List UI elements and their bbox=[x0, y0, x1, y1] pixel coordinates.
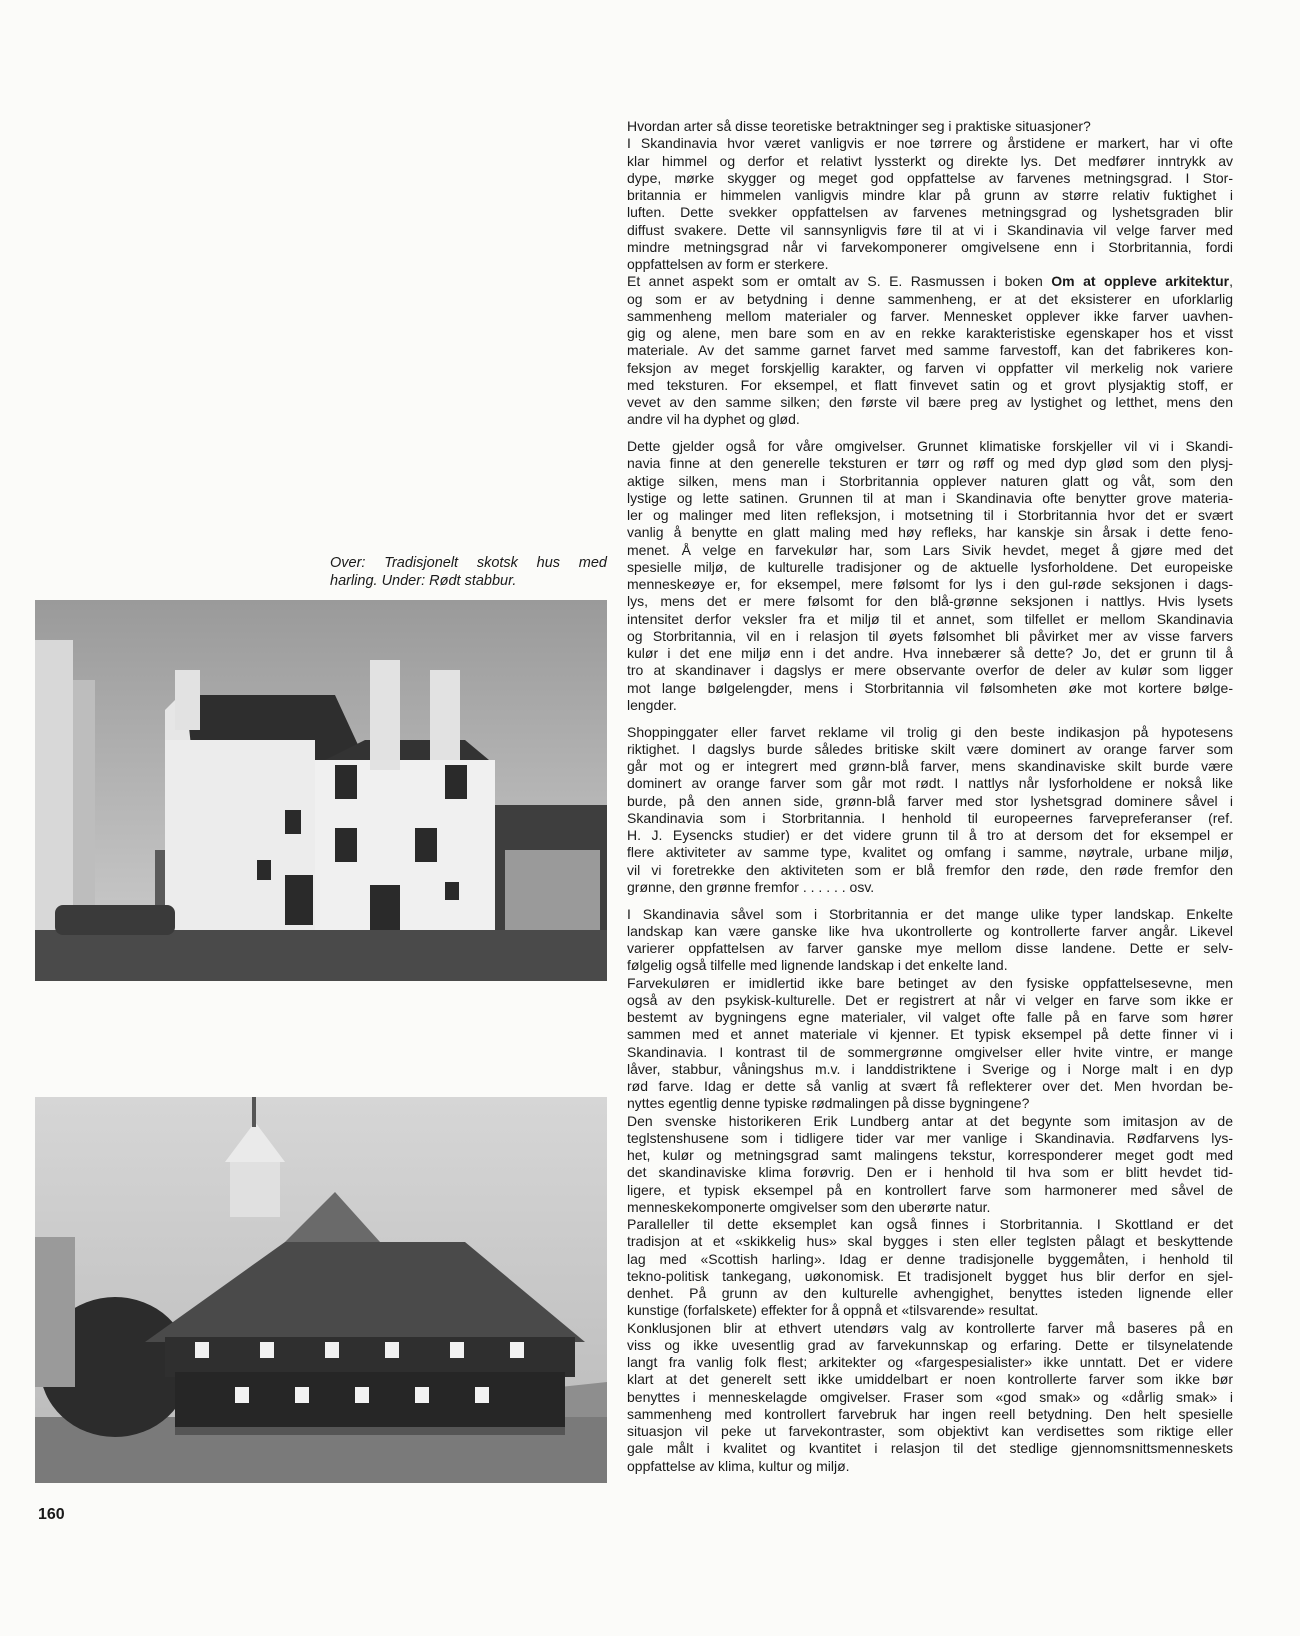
text-block bbox=[627, 906, 1233, 1475]
text-line: mindre metningsgrad når vi farvekomponerer omgivelsene enn i Storbritannia, fordi bbox=[627, 238, 1233, 255]
text-line: og Storbritannia, vil en i relasjon til øyets følsomhet bli påvirket mer av visse farvers bbox=[627, 627, 1233, 644]
text-line: sammen med et annet materiale vi kjenner. Et typisk eksempel på dette finner vi i bbox=[627, 1026, 1233, 1043]
paragraph bbox=[627, 724, 1233, 897]
text-line: oppfattelse av klima, kultur og miljø. bbox=[627, 1457, 850, 1474]
text-line: menneskeøye er, for eksempel, mere følsomt for lys i den gul-røde seksjonen i dags- bbox=[627, 576, 1233, 592]
text-line: andre vil ha dyphet og glød. bbox=[627, 411, 800, 428]
text-line: vil vi foretrekke den aktiviteten som er blå fremfor den røde, den røde fremfor den bbox=[627, 861, 1233, 878]
text-segment: , bbox=[1229, 273, 1233, 290]
text-line: het, kulør og metningsgrad samt malingens tekstur, korresponderer meget godt med bbox=[627, 1147, 1233, 1163]
text-line: Farvekuløren er imidlertid ikke bare betinget av den fysiske oppfattelsesevne, men bbox=[627, 974, 1233, 991]
text-segment: Et annet aspekt som er omtalt av S. E. Rasmussen i boken bbox=[627, 273, 1052, 290]
text-block bbox=[627, 118, 1233, 429]
text-line: Skandinavia. I kontrast til de sommergrønne omgivelser eller hvite vintre, er mange bbox=[627, 1043, 1233, 1060]
text-line: med teksturen. For eksempel, et flatt finvevet satin og et grovt plysjaktig stoff, er bbox=[627, 376, 1233, 393]
text-line bbox=[627, 273, 1233, 290]
caption-line: Over: Tradisjonelt skotsk hus med bbox=[330, 555, 607, 571]
text-line: riktighet. I dagslys burde således britiske skilt være dominert av orange farver som bbox=[627, 740, 1233, 757]
text-line: I Skandinavia hvor været vanligvis er noe tørrere og årstidene er markert, har vi ofte bbox=[627, 135, 1233, 152]
book-title: Om at oppleve arkitektur bbox=[1051, 273, 1230, 290]
text-line: viss og ikke uvesentlig grad av farvekunnskap og erfaring. Dette er tilsynelatende bbox=[627, 1336, 1233, 1353]
text-line: luften. Dette svekker oppfattelsen av farvenes metningsgrad og lyshetsgraden blir bbox=[627, 204, 1233, 221]
paragraph bbox=[627, 135, 1233, 273]
text-line: vanlig å benytte en glatt maling med høy refleks, har kanskje sin årsak i dette feno- bbox=[627, 524, 1233, 541]
text-line: klart at det generelt sett ikke umiddelbart er noen kontrollerte farver som ikke bør bbox=[627, 1371, 1233, 1388]
text-line: Hvordan arter så disse teoretiske betraktninger seg i praktiske situasjoner? bbox=[627, 118, 1091, 134]
text-line: dype, mørke skygger og meget god oppfattelse av farvenes metningsgrad. I Stor- bbox=[627, 169, 1233, 186]
text-line: sammenheng med kontrollert farvebruk har ingen reell betydning. Den helt spesielle bbox=[627, 1405, 1233, 1422]
text-line: også av den psykisk-kulturelle. Det er registrert at når vi velger en farve som ikke er bbox=[627, 991, 1233, 1008]
text-line: situasjon vil peke ut farvekontraster, som objektivt kan verdisettes som riktige eller bbox=[627, 1423, 1233, 1439]
text-line: Konklusjonen blir at ethvert utendørs valg av kontrollerte farver må baseres på en bbox=[627, 1319, 1233, 1336]
text-line: sammenheng mellom materialer og farver. Mennesket opplever ikke farver uavhen- bbox=[627, 307, 1233, 324]
text-line: grønne, den grønne fremfor . . . . . . osv. bbox=[627, 878, 875, 895]
paragraph bbox=[627, 273, 1233, 428]
text-line: følgelig også tilfelle med lignende landskap i det enkelte land. bbox=[627, 957, 1008, 974]
text-line: I Skandinavia såvel som i Storbritannia er det mange ulike typer landskap. Enkelte bbox=[627, 905, 1233, 922]
text-line: lag med «Scottish harling». Idag er denne tradisjonelle byggemåten, i henhold til bbox=[627, 1250, 1233, 1267]
text-line: mot lange bølgelengder, mens i Storbritannia vil følsomheten øke mot kortere bølge- bbox=[627, 679, 1233, 696]
text-line: flere aktiviteter av samme type, kvalitet og omfang i samme, nøytrale, urbane miljø, bbox=[627, 844, 1233, 861]
text-line: og som er av betydning i denne sammenheng, er at det eksisterer en uforklarlig bbox=[627, 290, 1233, 307]
text-line: vevet av den samme silken; den første vil bære preg av lystighet og letthet, mens den bbox=[627, 394, 1233, 410]
paragraph bbox=[627, 438, 1233, 714]
text-line: klar himmel og derfor et relativt lyssterkt og direkte lys. Det medfører inntrykk av bbox=[627, 152, 1233, 169]
text-line: spesielle miljø, de kulturelle tradisjoner og de aktuelle lysforholdene. Det europeiske bbox=[627, 558, 1233, 575]
text-line: rød farve. Idag er dette så vanlig at svært få reflekterer over det. Men hvordan be- bbox=[627, 1078, 1233, 1094]
text-line: feksjon av meget forskjellig karakter, og farven vi oppfatter vil merkelig nok variere bbox=[627, 359, 1233, 376]
text-line: ler og malinger med liten refleksjon, i motsetning til i Storbritannia hvor det er svært bbox=[627, 507, 1233, 523]
text-line: benyttes i menneskelagde omgivelser. Fraser som «god smak» og «dårlig smak» i bbox=[627, 1388, 1233, 1405]
text-line: intensitet derfor veksler fra et miljø til et annet, som tilfellet er mellom Skandinavia bbox=[627, 610, 1233, 627]
text-line: menneskekomponerte omgivelser som den uberørte natur. bbox=[627, 1198, 991, 1215]
text-line: diffust svakere. Dette vil sannsynligvis føre til at vi i Skandinavia vil velge farver med bbox=[627, 221, 1233, 238]
text-line: navia finne at den generelle teksturen er tørr og røff og med dyp glød som den plysj- bbox=[627, 455, 1233, 472]
paragraph bbox=[627, 975, 1233, 1113]
text-line: nyttes egentlig denne typiske rødmalingen på disse bygningene? bbox=[627, 1095, 1030, 1112]
text-line: dominert av orange farver som går mot rødt. I nattlys når lysforholdene er nokså like bbox=[627, 775, 1233, 792]
text-line: burde, på den annen side, grønn-blå farver med stor lyshetsgrad dominere såvel i bbox=[627, 792, 1233, 809]
text-line: aktige silken, mens man i Storbritannia opplever naturen glatt og våt, som den bbox=[627, 472, 1233, 489]
text-line: britannia er himmelen vanligvis mindre klar på grunn av større relativ fuktighet i bbox=[627, 187, 1233, 203]
text-line: Dette gjelder også for våre omgivelser. Grunnet klimatiske forskjeller vil vi i Skandi- bbox=[627, 438, 1233, 454]
text-line: det skandinaviske klima forøvrig. Den er i henhold til hva som er blitt hevdet tid- bbox=[627, 1164, 1233, 1181]
text-line: denhet. På grunn av den kulturelle avhengighet, benyttes isteden lignende eller bbox=[627, 1285, 1233, 1301]
paragraph bbox=[627, 1216, 1233, 1320]
text-block bbox=[627, 724, 1233, 897]
photo-red-stabbur bbox=[35, 1097, 607, 1483]
text-line: låver, stabbur, våningshus m.v. i landdistriktene i Sverige og i Norge malt i en dyp bbox=[627, 1060, 1233, 1077]
photo-scottish-house bbox=[35, 600, 607, 981]
text-line: tradisjon at et «skikkelig hus» skal bygges i sten eller teglsten pålagt et beskyttende bbox=[627, 1233, 1233, 1250]
text-line: Paralleller til dette eksemplet kan også finnes i Storbritannia. I Skottland er det bbox=[627, 1216, 1233, 1232]
caption-line: harling. Under: Rødt stabbur. bbox=[330, 573, 517, 589]
text-line: materiale. Av det samme garnet farvet med samme farvestoff, kan det fabrikeres kon- bbox=[627, 342, 1233, 359]
article-body bbox=[627, 118, 1233, 1484]
paragraph bbox=[627, 1320, 1233, 1475]
figure-caption bbox=[330, 554, 607, 590]
page-number: 160 bbox=[38, 1506, 65, 1523]
text-line: varierer oppfattelsen av farver ganske mye mellom disse landene. Dette er selv- bbox=[627, 940, 1233, 956]
text-line: teglstenshusene som i tidligere tider var mer vanlige i Skandinavia. Rødfarvens lys- bbox=[627, 1129, 1233, 1146]
text-line: Skandinavia som i Storbritannia. I henhold til europeernes farvepreferanser (ref. bbox=[627, 809, 1233, 826]
text-line: gale målt i kvalitet og kvantitet i relasjon til det stedlige gjennomsnittsmenneskets bbox=[627, 1440, 1233, 1457]
text-line: kunstige (forfalskete) effekter for å oppnå et «tilsvarende» resultat. bbox=[627, 1302, 1039, 1319]
text-line: går mot og er integrert med grønn-blå farver, mens skandinaviske skilt burde være bbox=[627, 758, 1233, 774]
text-line: tekno-politisk tankegang, uøkonomisk. Et tradisjonelt bygget hus blir derfor en sjel- bbox=[627, 1267, 1233, 1284]
text-line: Den svenske historikeren Erik Lundberg antar at det begynte som imitasjon av de bbox=[627, 1112, 1233, 1129]
text-line: oppfattelsen av form er sterkere. bbox=[627, 256, 829, 272]
paragraph bbox=[627, 906, 1233, 975]
text-line: ligere, et typisk eksempel på en kontrollert farve som harmonerer med såvel de bbox=[627, 1181, 1233, 1198]
text-line: lys, mens det er mere følsomt for den blå-grønne seksjonen i nattlys. Hvis lysets bbox=[627, 593, 1233, 610]
text-line: H. J. Eysencks studier) er det videre grunn til å tro at dersom det for eksempel er bbox=[627, 827, 1233, 843]
text-block bbox=[627, 438, 1233, 714]
text-line: Shoppinggater eller farvet reklame vil trolig gi den beste indikasjon på hypotesens bbox=[627, 723, 1233, 740]
paragraph bbox=[627, 1113, 1233, 1217]
text-line: tro at skandinaver i dagslys er mere observante overfor de deler av kulør som ligger bbox=[627, 662, 1233, 679]
paragraph bbox=[627, 118, 1233, 135]
text-line: gig og alene, men bare som en av en rekke karakteristiske egenskaper hos et visst bbox=[627, 325, 1233, 341]
text-line: kulør i det ene miljø enn i det andre. Hva innebærer så dette? Jo, det er grunn til å bbox=[627, 645, 1233, 661]
text-line: langt fra vanlig folk flest; arkitekter og «fargespesialister» ikke unntatt. Det er videre bbox=[627, 1354, 1233, 1370]
text-line: lengder. bbox=[627, 696, 677, 713]
text-line: lystige og lette satinen. Grunnen til at man i Skandinavia ofte benytter grove materia- bbox=[627, 489, 1233, 506]
text-line: bestemt av bygningens egne materialer, vil valget ofte falle på en farve som hører bbox=[627, 1009, 1233, 1025]
text-line: landskap kan være ganske like hva ukontrollerte og kontrollerte farver angår. Likevel bbox=[627, 922, 1233, 939]
text-line: menet. Å velge en farvekulør har, som Lars Sivik hevdet, meget å gjøre med det bbox=[627, 541, 1233, 558]
